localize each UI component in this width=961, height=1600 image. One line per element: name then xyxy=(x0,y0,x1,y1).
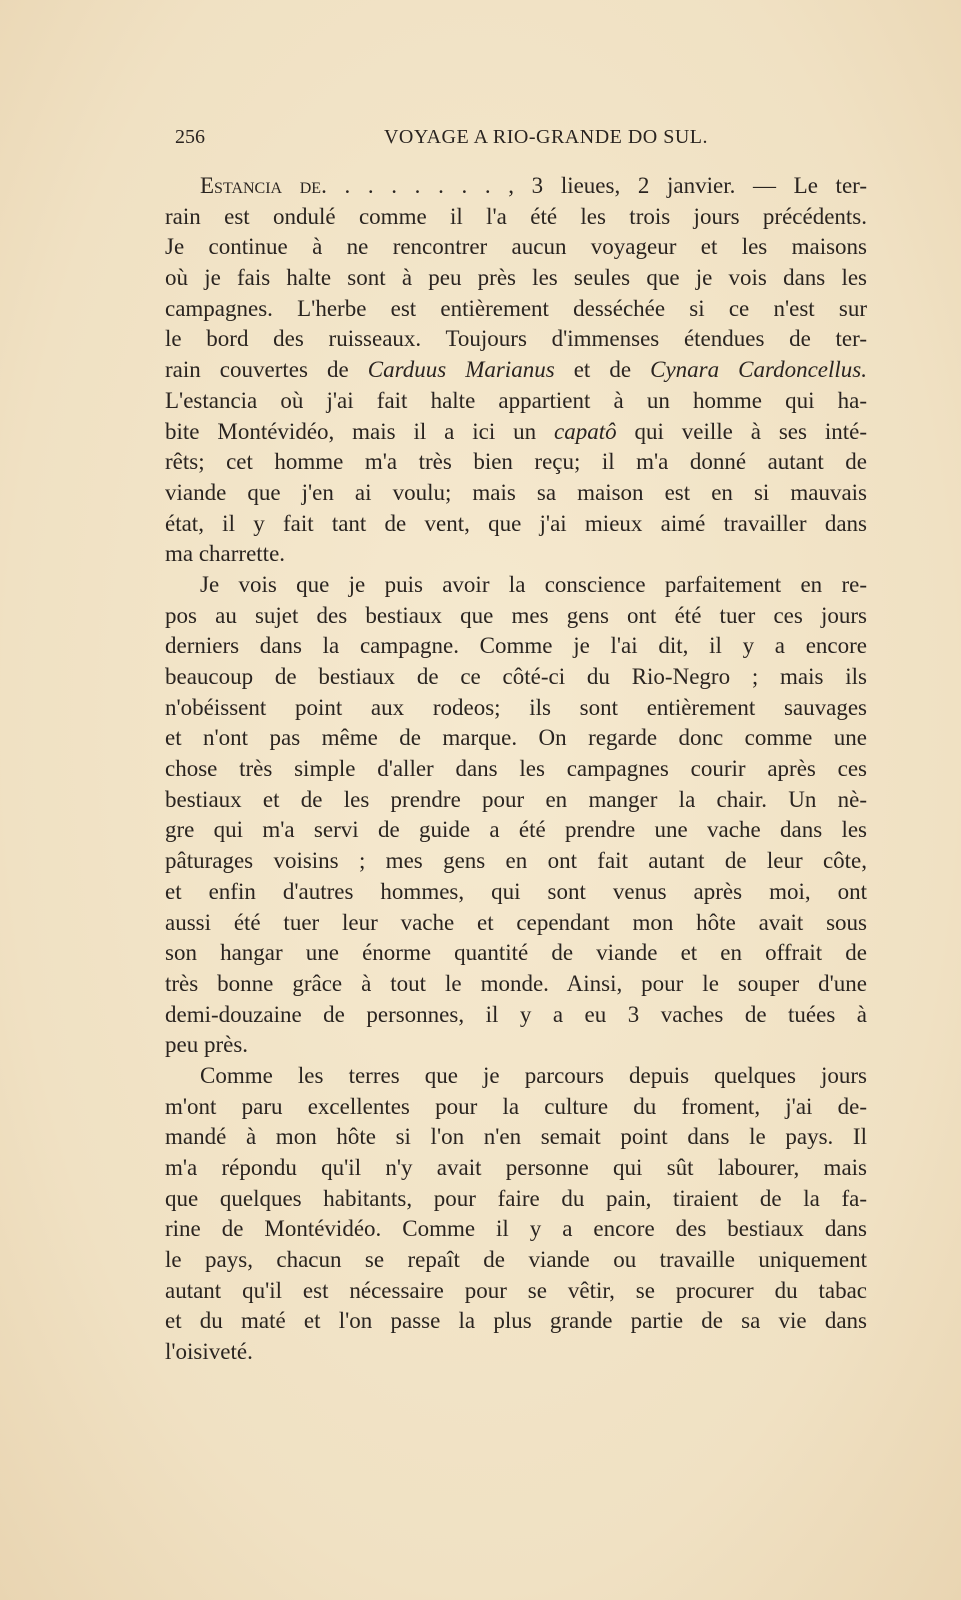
text-line xyxy=(165,509,867,540)
text-line xyxy=(165,417,867,448)
text-line xyxy=(165,1306,867,1337)
text-line xyxy=(165,447,867,478)
text-line xyxy=(165,1214,867,1245)
text-segment: peu près. xyxy=(165,1032,249,1058)
text-segment: gre qui m'a servi de guide a été prendre une vache dans les xyxy=(165,817,867,843)
text-segment: et de xyxy=(554,357,651,383)
text-segment: qui veille à ses inté- xyxy=(616,418,867,444)
text-line xyxy=(165,478,867,509)
text-segment: rêts; cet homme m'a très bien reçu; il m'a donné autant de xyxy=(165,449,867,475)
text-line xyxy=(165,938,867,969)
text-line xyxy=(165,1276,867,1307)
text-line xyxy=(165,1122,867,1153)
text-segment: rain couvertes de xyxy=(165,357,368,383)
text-segment: beaucoup de bestiaux de ce côté-ci du Rio-Negro ; mais ils xyxy=(165,664,867,689)
text-segment: le bord des ruisseaux. Toujours d'immenses étendues de ter- xyxy=(165,326,867,352)
text-line xyxy=(165,815,867,846)
text-line xyxy=(165,1092,867,1123)
text-segment: n'obéissent point aux rodeos; ils sont entièrement sauvages xyxy=(165,694,867,720)
text-line xyxy=(165,723,867,754)
text-segment: demi-douzaine de personnes, il y a eu 3 vaches de tuées à xyxy=(165,1001,867,1027)
text-segment: pâturages voisins ; mes gens en ont fait autant de leur côte, xyxy=(165,848,867,874)
text-segment: Je vois que je puis avoir la conscience parfaitement en re- xyxy=(200,571,867,597)
running-header xyxy=(165,126,867,156)
text-segment: ma charrette. xyxy=(165,541,286,567)
text-line xyxy=(165,355,867,386)
text-line xyxy=(165,232,867,263)
text-line xyxy=(165,785,867,816)
text-segment: son hangar une énorme quantité de viande et en offrait de xyxy=(165,940,867,966)
text-segment: m'ont paru excellentes pour la culture du froment, j'ai de- xyxy=(165,1093,867,1119)
text-line xyxy=(165,1000,867,1031)
text-line xyxy=(165,539,867,570)
text-segment: bestiaux et de les prendre pour en manger la chair. Un nè- xyxy=(165,786,867,812)
text-line xyxy=(165,1061,867,1092)
text-line xyxy=(165,693,867,724)
text-segment: état, il y fait tant de vent, que j'ai mieux aimé travailler dans xyxy=(165,510,867,536)
text-segment: rine de Montévidéo. Comme il y a encore des bestiaux dans xyxy=(165,1216,867,1242)
text-segment: . . . . . . . . , 3 lieues, 2 janvier. — Le ter- xyxy=(321,173,868,198)
text-segment: derniers dans la campagne. Comme je l'ai dit, il y a encore xyxy=(165,633,867,659)
text-line xyxy=(165,754,867,785)
text-line xyxy=(165,1337,867,1368)
text-line xyxy=(165,601,867,632)
text-line xyxy=(165,1153,867,1184)
text-line xyxy=(165,263,867,294)
italic-text: Carduus Marianus xyxy=(367,357,555,383)
text-line xyxy=(165,1245,867,1276)
text-line xyxy=(165,1030,867,1061)
text-segment: rain est ondulé comme il l'a été les trois jours précédents. xyxy=(165,203,867,229)
text-line xyxy=(165,877,867,908)
text-segment: L'estancia où j'ai fait halte appartient à un homme qui ha- xyxy=(165,387,867,413)
text-line xyxy=(165,1184,867,1215)
italic-text: capatô xyxy=(554,418,617,444)
text-line xyxy=(165,294,867,325)
text-segment: Comme les terres que je parcours depuis quelques jours xyxy=(200,1062,867,1088)
body-text xyxy=(165,171,867,1368)
text-segment: pos au sujet des bestiaux que mes gens ont été tuer ces jours xyxy=(165,602,867,628)
text-line xyxy=(165,202,867,233)
text-segment: l'oisiveté. xyxy=(165,1339,253,1365)
text-segment: et enfin d'autres hommes, qui sont venus après moi, ont xyxy=(165,878,867,904)
text-segment: très bonne grâce à tout le monde. Ainsi, pour le souper d'une xyxy=(165,970,867,996)
paragraph xyxy=(165,570,867,1061)
text-segment: et du maté et l'on passe la plus grande partie de sa vie dans xyxy=(165,1308,867,1334)
text-line xyxy=(165,969,867,1000)
running-title: VOYAGE A RIO-GRANDE DO SUL. xyxy=(383,126,709,148)
text-segment: aussi été tuer leur vache et cependant mon hôte avait sous xyxy=(165,909,867,935)
text-segment: mandé à mon hôte si l'on n'en semait point dans le pays. Il xyxy=(165,1124,867,1150)
text-segment: autant qu'il est nécessaire pour se vêtir, se procurer du tabac xyxy=(165,1277,867,1303)
paragraph xyxy=(165,171,867,570)
text-line xyxy=(165,662,867,693)
italic-text: Cynara Cardoncellus. xyxy=(650,357,867,383)
text-segment: le pays, chacun se repaît de viande ou travaille uniquement xyxy=(165,1247,867,1273)
text-line xyxy=(165,570,867,601)
text-line xyxy=(165,631,867,662)
text-segment: Estancia de xyxy=(200,173,322,198)
text-line xyxy=(165,324,867,355)
text-segment: viande que j'en ai voulu; mais sa maison est en si mauvais xyxy=(165,479,867,505)
text-line xyxy=(165,908,867,939)
page-number: 256 xyxy=(175,126,205,148)
text-line xyxy=(165,171,867,202)
text-segment: et n'ont pas même de marque. On regarde donc comme une xyxy=(165,725,867,751)
text-segment: où je fais halte sont à peu près les seules que je vois dans les xyxy=(165,265,867,291)
text-segment: chose très simple d'aller dans les campagnes courir après ces xyxy=(165,756,867,782)
text-segment: que quelques habitants, pour faire du pain, tiraient de la fa- xyxy=(165,1185,867,1211)
paragraph xyxy=(165,1061,867,1368)
text-line xyxy=(165,846,867,877)
text-line xyxy=(165,386,867,417)
text-segment: Je continue à ne rencontrer aucun voyageur et les maisons xyxy=(165,234,867,260)
text-segment: bite Montévidéo, mais il a ici un xyxy=(165,418,555,444)
text-segment: m'a répondu qu'il n'y avait personne qui sût labourer, mais xyxy=(165,1155,867,1180)
text-segment: campagnes. L'herbe est entièrement desséchée si ce n'est sur xyxy=(165,295,867,321)
